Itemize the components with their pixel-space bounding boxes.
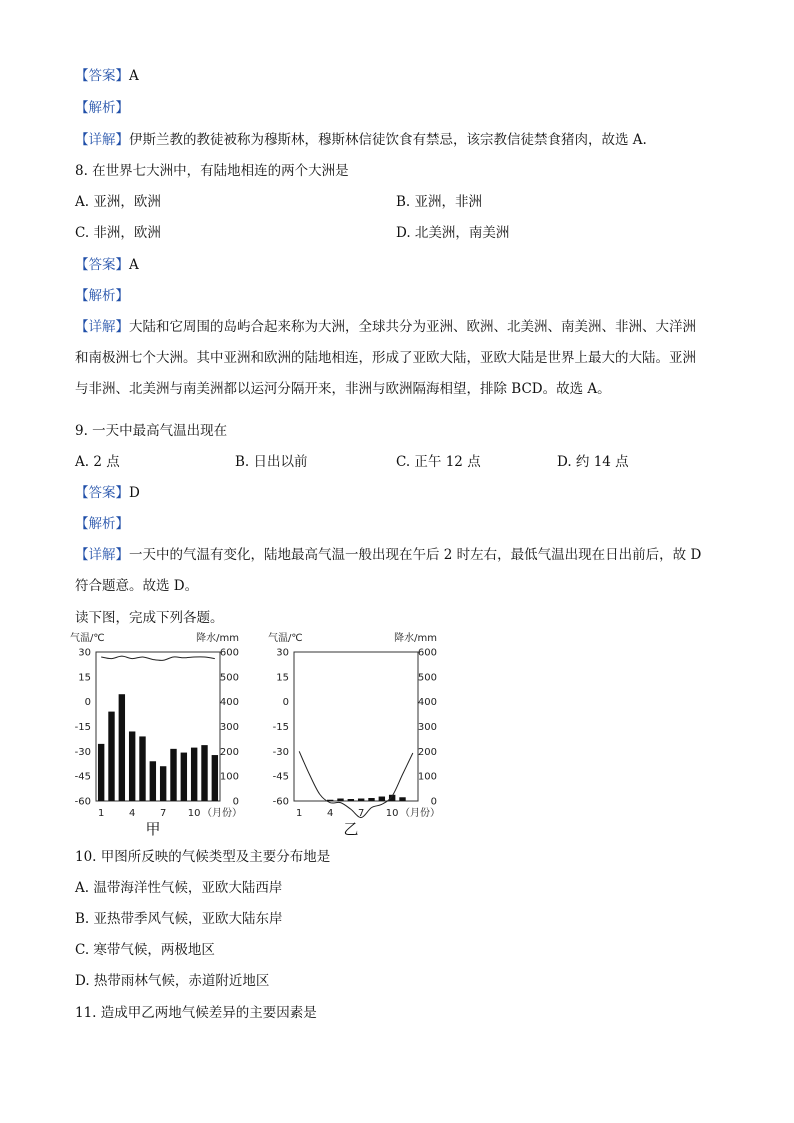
precip-bar <box>150 761 156 801</box>
y-axis-label-right: 降水/mm <box>196 633 239 644</box>
precip-tick-label: 500 <box>417 672 437 684</box>
option-d: D. 热带雨林气候，赤道附近地区 <box>75 973 270 989</box>
detail-text: 大陆和它周围的岛屿合起来称为大洲，全球共分为亚洲、欧洲、北美洲、南美洲、非洲、大洋洲 <box>129 319 696 335</box>
x-axis-label: （月份） <box>400 808 440 819</box>
precip-tick-label: 200 <box>219 746 239 758</box>
precip-bar <box>181 753 187 801</box>
option-d: D. 约 14 点 <box>557 454 629 470</box>
precip-tick-label: 600 <box>417 647 437 659</box>
x-tick-label: 10 <box>385 808 399 819</box>
detail-line <box>75 546 715 564</box>
question-stem: 11. 造成甲乙两地气候差异的主要因素是 <box>75 1005 317 1021</box>
analysis-tag: 【解析】 <box>75 100 129 116</box>
temp-tick-label: 0 <box>282 697 289 709</box>
answer-tag: 【答案】 <box>75 68 129 84</box>
option-b: B. 日出以前 <box>235 454 308 470</box>
y-axis-label-left: 气温/℃ <box>70 633 105 644</box>
option-a: A. 亚洲，欧洲 <box>75 194 161 210</box>
precip-tick-label: 400 <box>417 697 437 709</box>
precip-bar <box>327 800 333 801</box>
analysis-tag: 【解析】 <box>75 288 129 304</box>
precip-bar <box>119 694 125 801</box>
precip-bar <box>348 799 354 801</box>
detail-tag: 【详解】 <box>75 132 129 148</box>
detail-tag: 【详解】 <box>75 319 129 335</box>
detail-line: 符合题意。故选 D。 <box>75 578 199 594</box>
answer-value: A <box>129 257 139 273</box>
temp-tick-label: 15 <box>78 672 91 684</box>
precip-tick-label: 300 <box>417 722 437 733</box>
precip-bar <box>399 797 405 801</box>
precip-bar <box>160 766 166 801</box>
detail-text: 伊斯兰教的教徒被称为穆斯林，穆斯林信徒饮食有禁忌，该宗教信徒禁食猪肉，故选 A. <box>129 132 647 148</box>
temp-tick-label: -30 <box>74 746 91 758</box>
precip-bar <box>212 755 218 801</box>
option-b: B. 亚热带季风气候，亚欧大陆东岸 <box>75 911 283 927</box>
plot-frame <box>294 652 418 801</box>
temp-tick-label: 0 <box>84 697 91 709</box>
temp-tick-label: -15 <box>74 722 91 733</box>
option-c: C. 正午 12 点 <box>396 454 481 470</box>
question-stem: 8. 在世界七大洲中，有陆地相连的两个大洲是 <box>75 163 349 179</box>
answer-value: A <box>129 68 139 84</box>
temperature-curve <box>101 656 215 660</box>
precip-tick-label: 300 <box>219 722 239 733</box>
precip-bar <box>108 712 114 801</box>
precip-tick-label: 100 <box>417 771 437 783</box>
precip-tick-label: 200 <box>417 746 437 758</box>
x-axis-label: （月份） <box>202 808 242 819</box>
precip-bar <box>139 736 145 801</box>
option-a: A. 温带海洋性气候，亚欧大陆西岸 <box>75 880 283 896</box>
x-tick-label: 7 <box>159 808 167 819</box>
precip-tick-label: 400 <box>219 697 239 709</box>
x-tick-label: 4 <box>326 808 334 819</box>
precip-tick-label: 0 <box>232 796 239 808</box>
x-tick-label: 4 <box>128 808 136 819</box>
x-tick-label: 10 <box>187 808 201 819</box>
option-c: C. 寒带气候，两极地区 <box>75 942 215 958</box>
temp-tick-label: 30 <box>276 647 289 659</box>
reading-prompt: 读下图，完成下列各题。 <box>75 610 224 626</box>
option-a: A. 2 点 <box>75 454 120 470</box>
temp-tick-label: 15 <box>276 672 289 684</box>
temp-tick-label: -60 <box>74 796 91 808</box>
temp-tick-label: -45 <box>74 771 91 783</box>
precip-bar <box>379 797 385 801</box>
x-tick-label: 1 <box>295 808 303 819</box>
answer-line <box>75 256 139 274</box>
answer-line <box>75 67 139 85</box>
analysis-tag: 【解析】 <box>75 516 129 532</box>
option-d: D. 北美洲，南美洲 <box>396 225 510 241</box>
precip-bar <box>201 745 207 801</box>
precip-bar <box>191 748 197 801</box>
temp-tick-label: -60 <box>272 796 289 808</box>
precip-bar <box>129 731 135 801</box>
x-tick-label: 7 <box>357 808 365 819</box>
precip-tick-label: 600 <box>219 647 239 659</box>
precip-bar <box>337 799 343 801</box>
answer-tag: 【答案】 <box>75 485 129 501</box>
precip-bar <box>98 744 104 801</box>
precip-bar <box>368 798 374 801</box>
temp-tick-label: -45 <box>272 771 289 783</box>
detail-text: 一天中的气温有变化，陆地最高气温一般出现在午后 2 时左右，最低气温出现在日出前后，故 D <box>129 547 702 563</box>
temp-tick-label: 30 <box>78 647 91 659</box>
chart-caption: 甲 <box>145 820 161 838</box>
detail-line <box>75 318 715 336</box>
climate-chart-yi <box>264 628 444 838</box>
detail-line: 和南极洲七个大洲。其中亚洲和欧洲的陆地相连，形成了亚欧大陆，亚欧大陆是世界上最大的大陆。亚洲 <box>75 350 696 366</box>
climate-chart-jia <box>66 628 246 838</box>
precip-bar <box>358 799 364 801</box>
detail-line: 与非洲、北美洲与南美洲都以运河分隔开来，非洲与欧洲隔海相望，排除 BCD。故选 A。 <box>75 381 611 397</box>
y-axis-label-right: 降水/mm <box>394 633 437 644</box>
question-stem: 9. 一天中最高气温出现在 <box>75 423 228 439</box>
detail-tag: 【详解】 <box>75 547 129 563</box>
precip-tick-label: 500 <box>219 672 239 684</box>
option-b: B. 亚洲，非洲 <box>396 194 483 210</box>
temp-tick-label: -30 <box>272 746 289 758</box>
y-axis-label-left: 气温/℃ <box>268 633 303 644</box>
question-stem: 10. 甲图所反映的气候类型及主要分布地是 <box>75 849 331 865</box>
option-c: C. 非洲，欧洲 <box>75 225 161 241</box>
detail-line <box>75 131 647 149</box>
precip-tick-label: 100 <box>219 771 239 783</box>
precip-bar <box>170 749 176 801</box>
answer-value: D <box>129 485 140 501</box>
x-tick-label: 1 <box>97 808 105 819</box>
answer-tag: 【答案】 <box>75 257 129 273</box>
precip-tick-label: 0 <box>430 796 437 808</box>
temp-tick-label: -15 <box>272 722 289 733</box>
answer-line <box>75 484 140 502</box>
chart-caption: 乙 <box>343 820 359 838</box>
